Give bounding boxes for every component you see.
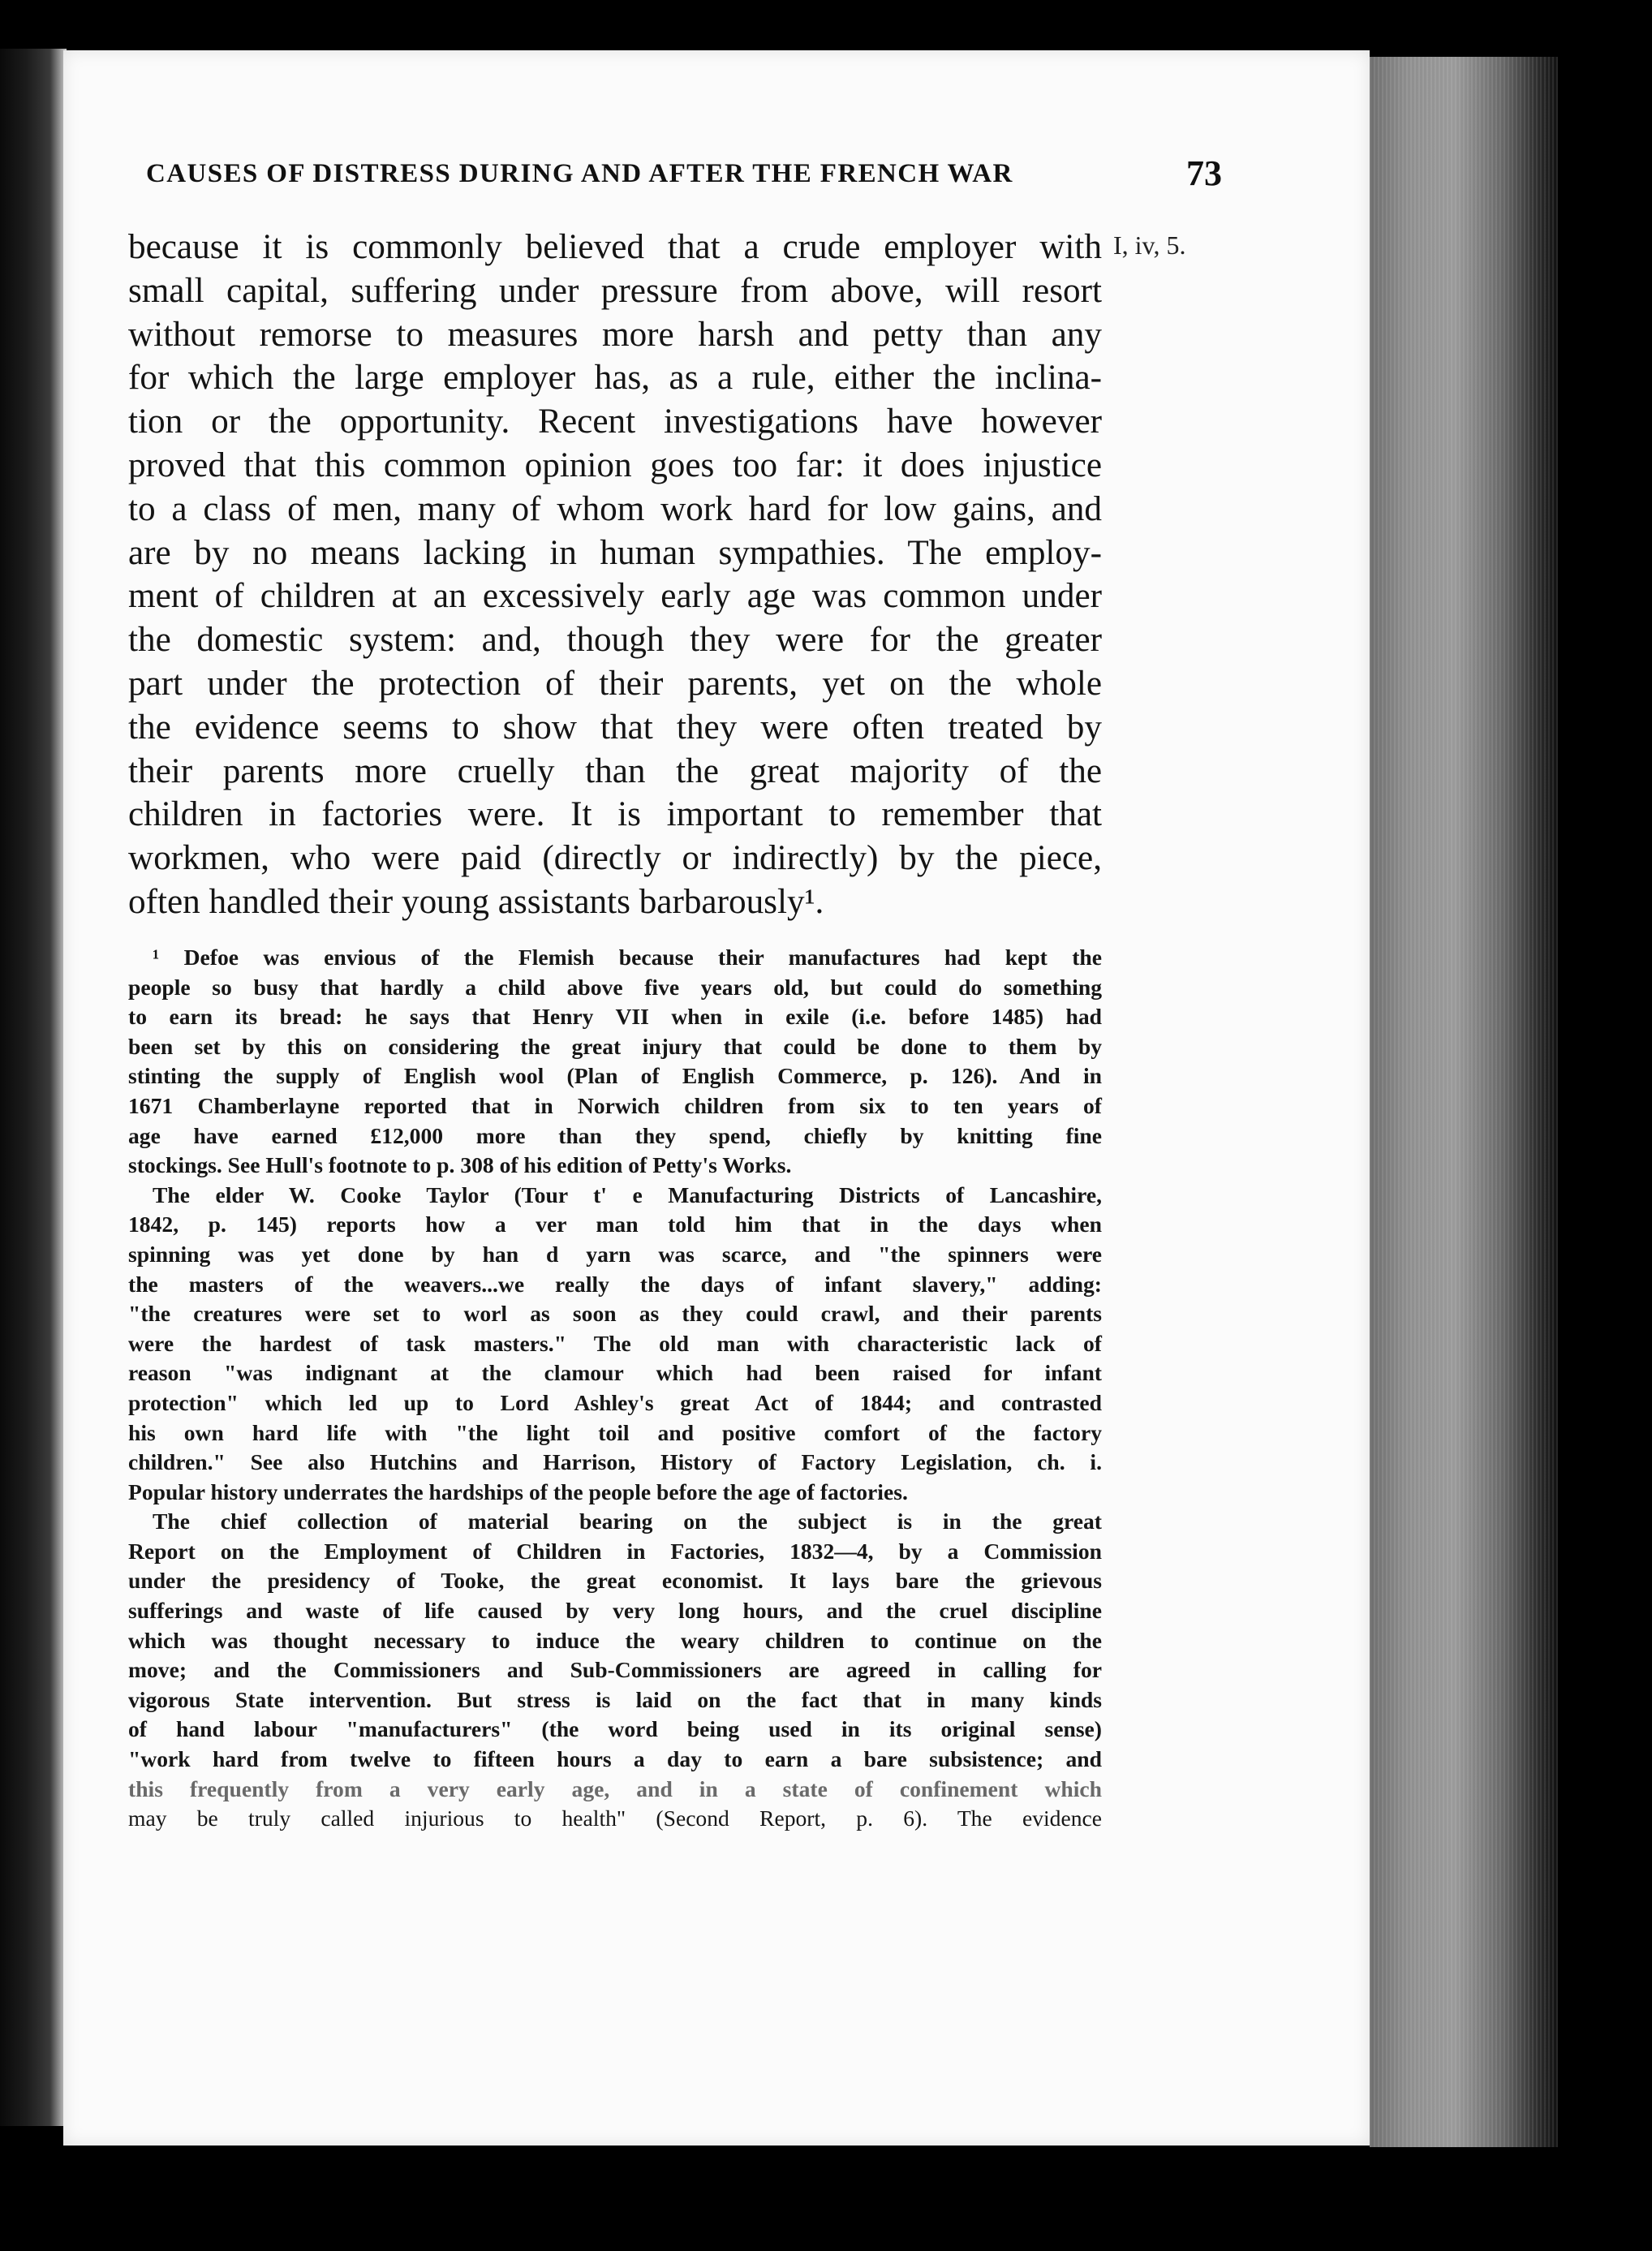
- body-line: tion or the opportunity. Recent investigations have however: [128, 402, 1102, 441]
- footnote-line: of hand labour "manufacturers" (the word being used in its original sense): [128, 1716, 1102, 1742]
- footnote-block: [128, 943, 1102, 1834]
- footnote-line: vigorous State intervention. But stress is laid on the fact that in many kinds: [128, 1686, 1102, 1712]
- body-line: their parents more cruelly than the great majority of the: [128, 751, 1102, 790]
- footnote-line: 1842, p. 145) reports how a ver man told him that in the days when: [128, 1212, 1102, 1237]
- footnote-line: this frequently from a very early age, and in a state of confinement which: [128, 1775, 1102, 1801]
- footnote-line: people so busy that hardly a child above five years old, but could do something: [128, 974, 1102, 1000]
- footnote-line: the masters of the weavers...we really the days of infant slavery," adding:: [128, 1271, 1102, 1297]
- footnote-line: The elder W. Cooke Taylor (Tour t' e Manufacturing Districts of Lancashire,: [153, 1181, 1102, 1207]
- footnote-line: been set by this on considering the great injury that could be done to them by: [128, 1033, 1102, 1059]
- body-line: to a class of men, many of whom work hard for low gains, and: [128, 489, 1102, 528]
- footnote-line: under the presidency of Tooke, the great economist. It lays bare the grievous: [128, 1568, 1102, 1594]
- footnote-line: were the hardest of task masters." The old man with characteristic lack of: [128, 1330, 1102, 1356]
- body-line: because it is commonly believed that a crude employer with: [128, 228, 1102, 266]
- footnote-line: children." See also Hutchins and Harrison, History of Factory Legislation, ch. i.: [128, 1449, 1102, 1475]
- body-line: the domestic system: and, though they were for the greater: [128, 621, 1102, 660]
- running-head: CAUSES OF DISTRESS DURING AND AFTER THE FRENCH WAR: [146, 159, 1013, 188]
- body-line: small capital, suffering under pressure from above, will resort: [128, 271, 1102, 310]
- body-line: for which the large employer has, as a rule, either the inclina-: [128, 359, 1102, 398]
- footnote-line: stockings. See Hull's footnote to p. 308 of his edition of Petty's Works.: [128, 1152, 792, 1178]
- page-number: 73: [1186, 153, 1222, 193]
- body-line: children in factories were. It is important to remember that: [128, 795, 1102, 834]
- footnote-line: Popular history underrates the hardships of the people before the age of factories.: [128, 1478, 908, 1504]
- footnote-line: The chief collection of material bearing on the subject is in the great: [153, 1509, 1102, 1534]
- body-line: the evidence seems to show that they were often treated by: [128, 708, 1102, 747]
- left-binding-edge: [0, 49, 67, 2126]
- body-line: often handled their young assistants barbarously¹.: [128, 882, 824, 921]
- footnote-line: age have earned £12,000 more than they spend, chiefly by knitting fine: [128, 1122, 1102, 1148]
- body-line: part under the protection of their parents, yet on the whole: [128, 664, 1102, 703]
- footnote-line: "the creatures were set to worl as soon as they could crawl, and their parents: [128, 1301, 1102, 1327]
- footnote-line: "work hard from twelve to fifteen hours a day to earn a bare subsistence; and: [128, 1746, 1102, 1772]
- body-line: proved that this common opinion goes too far: it does injustice: [128, 445, 1102, 484]
- footnote-line: may be truly called injurious to health" (Second Report, p. 6). The evidence: [128, 1806, 1102, 1831]
- footnote-line: ¹ Defoe was envious of the Flemish because their manufactures had kept the: [153, 945, 1102, 970]
- footnote-line: move; and the Commissioners and Sub-Commissioners are agreed in calling for: [128, 1657, 1102, 1683]
- body-line: without remorse to measures more harsh and petty than any: [128, 315, 1102, 354]
- footnote-line: sufferings and waste of life caused by very long hours, and the cruel discipline: [128, 1598, 1102, 1624]
- footnote-line: reason "was indignant at the clamour which had been raised for infant: [128, 1360, 1102, 1386]
- main-paragraph: [128, 226, 1102, 924]
- footnote-line: 1671 Chamberlayne reported that in Norwich children from six to ten years of: [128, 1092, 1102, 1118]
- footnote-line: stinting the supply of English wool (Plan of English Commerce, p. 126). And in: [128, 1063, 1102, 1089]
- body-line: workmen, who were paid (directly or indirectly) by the piece,: [128, 839, 1102, 878]
- body-line: ment of children at an excessively early age was common under: [128, 577, 1102, 616]
- body-line: are by no means lacking in human sympathies. The employ-: [128, 533, 1102, 572]
- footnote-line: to earn its bread: he says that Henry VII when in exile (i.e. before 1485) had: [128, 1004, 1102, 1030]
- footnote-line: Report on the Employment of Children in Factories, 1832—4, by a Commission: [128, 1538, 1102, 1564]
- footnote-line: which was thought necessary to induce the weary children to continue on the: [128, 1627, 1102, 1653]
- margin-reference: I, iv, 5.: [1113, 230, 1186, 260]
- book-page-edge: [1370, 57, 1558, 2147]
- footnote-line: spinning was yet done by han d yarn was scarce, and "the spinners were: [128, 1241, 1102, 1267]
- footnote-line: his own hard life with "the light toil and positive comfort of the factory: [128, 1419, 1102, 1445]
- footnote-line: protection" which led up to Lord Ashley's great Act of 1844; and contrasted: [128, 1389, 1102, 1415]
